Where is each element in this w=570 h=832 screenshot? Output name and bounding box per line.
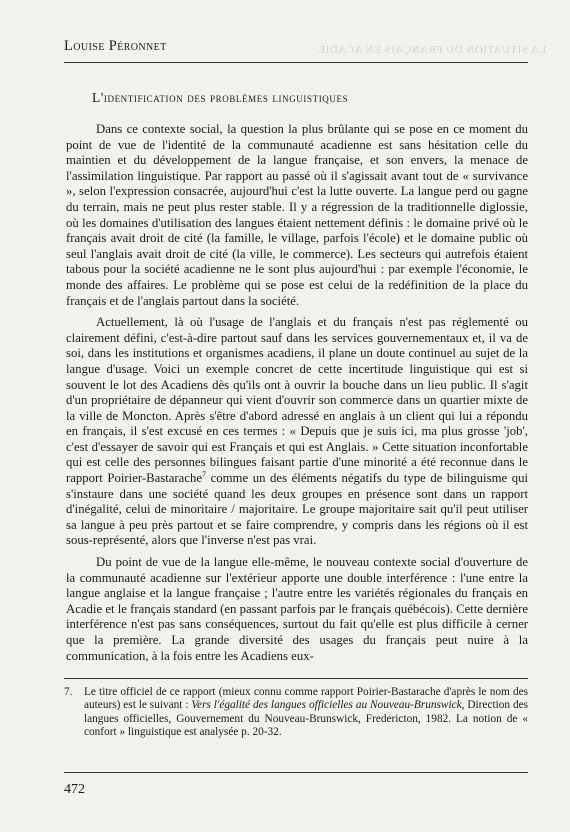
- footnote-marker: 7: [202, 469, 207, 479]
- paragraph-2-text: Actuellement, là où l'usage de l'anglais et du français n'est pas réglementé ou clairement défini, c'est-à-dire partout sauf dans les services gouvernementaux et, il va de soi, dans les institutions et organismes acadiens, il plane un doute continuel au sujet de la langue d'usage. Voici un exemple concret de cette incertitude linguistique qui est si souvent le lot des Acadiens dès qu'ils ont à ouvrir la bouche dans un lieu public. Il s'agit d'un propriétaire de dépanneur qui vient d'ouvrir son commerce dans un quartier mixte de la ville de Moncton. Après s'être d'abord adressé en anglais à un client qui lui a répondu en français, il s'est excusé en ces termes : « Depuis que je suis ici, ma plus grosse 'job', c'est d'essayer de savoir qui est Français et qui est Anglais. » Cette situation inconfortable qui est celle des personnes bilingues faisant partie d'une minorité a été reconnue dans le rapport Poirier-Bastarache: [66, 315, 528, 486]
- footnote-text-end: , Direction des langues officielles, Gouvernement du Nouveau-Brunswick, Fredericton, 1982. La notion de « confort » linguistique est analysée p. 20-32.: [84, 699, 528, 739]
- footnote: [64, 686, 528, 740]
- body-text: [66, 122, 528, 664]
- footnote-report-title: Vers l'égalité des langues officielles au Nouveau-Brunswick: [191, 699, 462, 712]
- footnote-text-start: Le titre officiel de ce rapport (mieux connu comme rapport Poirier-Bastarache d'après le nom des auteurs) est le suivant :: [84, 686, 528, 712]
- footnote-number: 7.: [64, 686, 73, 698]
- section-title: L'identification des problèmes linguistiques: [92, 90, 349, 105]
- bottom-rule: [64, 772, 528, 773]
- footnote-text: [84, 686, 528, 740]
- page-number: 472: [64, 782, 85, 797]
- header-rule: [64, 62, 528, 63]
- show-through-text: LA SITUATION DU FRANÇAIS EN ACADIE: [318, 44, 547, 56]
- paragraph-2: [66, 315, 528, 549]
- paragraph-1: Dans ce contexte social, la question la plus brûlante qui se pose en ce moment du point de vue de l'identité de la communauté acadienne est sans hésitation celle du maintien et du développement de la langue française, et son envers, la menace de l'assimilation linguistique. Par rapport au passé où il s'agissait avant tout de « survivance », selon l'expression consacrée, aujourd'hui c'est la lutte ouverte. La langue perd ou gagne du terrain, mais ne peut plus rester stable. Il y a régression de la traditionnelle diglossie, où les domaines d'utilisation des langues étaient nettement définis : le domaine privé où le français avait droit de cité (la famille, le village, parfois l'école) et le domaine public où seul l'anglais avait droit de cité (la ville, le commerce). Les secteurs qui autrefois étaient tabous pour la société acadienne ne le sont plus aujourd'hui : par exemple l'économie, le monde des affaires. Le problème qui se pose est celui de la redéfinition de la place du français et de l'anglais partout dans la société.: [66, 122, 528, 308]
- paragraph-3: Du point de vue de la langue elle-même, le nouveau contexte social d'ouverture de la communauté acadienne sur l'extérieur apporte une double interférence : l'une entre la langue anglaise et la langue française ; l'autre entre les variétés régionales du français en Acadie et le français standard (en passant parfois par le français québécois). Cette dernière interférence n'est pas sans conséquences, surtout du fait qu'elle est plus difficile à cerner que la première. La grande diversité des usages du français peut nuire à la communication, à la fois entre les Acadiens eux-: [66, 555, 528, 663]
- footnote-rule: [64, 678, 528, 679]
- paragraph-2-continued: comme un des éléments négatifs du type de bilinguisme qui s'instaure dans une société quand les deux groupes en présence sont dans un rapport d'inégalité, celui de minoritaire / majoritaire. Le groupe majoritaire sait qu'il peut utiliser sa langue à peu près partout et se faire comprendre, y compris dans les régions où il est sous-représenté, alors que l'inverse n'est pas vrai.: [66, 471, 529, 548]
- running-header-author: Louise Péronnet: [64, 38, 167, 54]
